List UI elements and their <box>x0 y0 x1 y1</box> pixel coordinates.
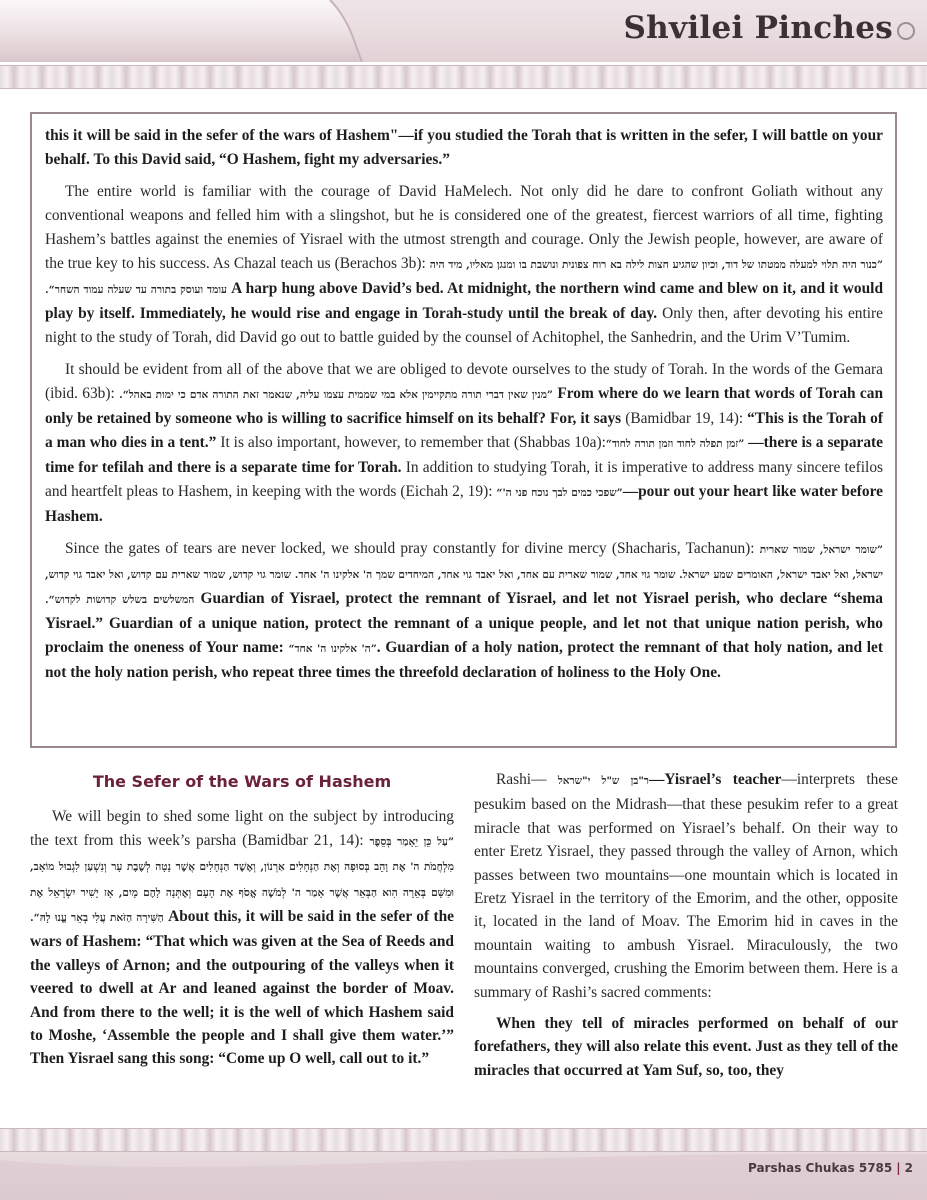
page-number: 2 <box>904 1161 913 1175</box>
bold-text: Guardian of Yisrael, protect the remnant of Yisrael, and let not Yisrael perish, who declare “shema Yisrael.” Guardian of a unique nation, protect the remnant of a unique people, and let not that unique nation perish, who proclaim the oneness of Your name: <box>45 590 883 656</box>
hebrew-quote: ”זמן תפלה לחוד וזמן תורה לחוד“ <box>605 438 745 450</box>
bold-text: this it will be said in the sefer of the wars of Hashem"—if you studied the Torah that is written in the sefer, I will battle on your behalf. To this David said, “O Hashem, fight my adversaries.” <box>45 127 883 168</box>
hebrew-quote: ”ה' אלקינו ה' אחד“ <box>288 643 377 655</box>
hebrew-quote: ”מנין שאין דברי תורה מתקיימין אלא במי שממית עצמו עליה, שנאמר זאת התורה אדם כי ימות באהל“. <box>119 389 553 401</box>
hebrew-quote: ”כנור היה תלוי למעלה ממטתו של דוד, וכיון שהגיע חצות לילה בא רוח צפונית ונושבת בו ומנגן מאליו, מיד היה עומד ועוסק בתורה עד שעלה עמוד השחר“. <box>45 259 883 296</box>
body-text: In addition to studying Torah, it is imperative to address many sincere tefilos and heartfelt pleas to Hashem, in keeping with the words (Eichah 2, 19): <box>45 459 883 500</box>
page-footer <box>748 1161 913 1175</box>
body-text: It should be evident from all of the above that we are obliged to devote ourselves to the study of Torah. In the words of the Gemara (ibid. 63b): <box>45 361 883 402</box>
body-text: The entire world is familiar with the courage of David HaMelech. Not only did he dare to confront Goliath without any conventional weapons and felled him with a slingshot, but he is considered one of the greatest, fiercest warriors of all time, fighting Hashem’s battles against the enemies of Yisrael with the utmost strength and courage. Only the Jewish people, however, are aware of the true key to his success. As Chazal teach us (Berachos 3b): <box>45 183 883 272</box>
bold-text: When they tell of miracles performed on behalf of our forefathers, they will also relate this event. Just as they tell of the miracles that occurred at Yam Suf, so, too, they <box>474 1015 898 1079</box>
box-paragraph-1 <box>45 124 883 172</box>
right-column <box>474 768 898 1090</box>
bold-text: A harp hung above David’s bed. At midnight, the northern wind came and blew on it, and it would play by itself. Immediately, he would rise and engage in Torah-study until the break of day. <box>45 280 884 322</box>
bold-text: From where do we learn that words of Torah can only be retained by someone who is willing to sacrifice himself on its behalf? For, it says <box>45 385 884 427</box>
parsha-label: Parshas Chukas 5785 <box>747 1161 893 1175</box>
left-column <box>30 768 454 1079</box>
hebrew-quote: ר"בן ש"ל י"שראל <box>557 775 649 787</box>
body-text: Since the gates of tears are never locked, we should pray constantly for divine mercy (Shacharis, Tachanun): <box>65 540 760 557</box>
bold-text: —Yisrael’s teacher <box>648 771 782 788</box>
hebrew-quote: ”שפכי כמים לבך נוכח פני ה'“ <box>496 487 623 499</box>
bold-text: “This is the Torah of a man who dies in a tent.” <box>45 410 883 451</box>
bold-text: . Guardian of a holy nation, protect the remnant of that holy nation, and let not the holy nation perish, who repeat three times the threefold declaration of holiness to the Holy One. <box>45 639 884 681</box>
body-text: (Bamidbar 19, 14): <box>621 410 748 427</box>
body-text: —interprets these pesukim based on the Midrash—that these pesukim refer to a great miracle that was performed on Yisrael’s behalf. On their way to enter Eretz Yisrael, they passed through the valley of Arnon, which passes between two mountains—one mountain which is located in Eretz Yisrael in the territory of the Emorim, and the other, opposite it, located in the land of Moav. The Emorim hid in caves in the mountain waiting to ambush Yisrael. Miraculously, the two mountains converged, crushing the Emorim between them. Here is a summary of Rashi’s sacred comments: <box>474 771 898 1001</box>
body-text: It is also important, however, to remember that (Shabbas 10a): <box>216 434 606 451</box>
footer-separator: | <box>896 1161 901 1175</box>
right-paragraph-1 <box>474 768 898 1004</box>
body-text: Only then, after devoting his entire night to the study of Torah, did David go out to battle guided by the counsel of Achitophel, the Sanhedrin, and the Urim V’Tumim. <box>45 305 883 346</box>
right-paragraph-2 <box>474 1012 898 1082</box>
swirl-logo-icon <box>897 22 915 40</box>
bold-text: —there is a separate time for tefilah and there is a separate time for Torah. <box>45 434 884 476</box>
body-text: We will begin to shed some light on the subject by introducing the text from this week’s parsha (Bamidbar 21, 14): <box>30 808 454 849</box>
bordered-text-box <box>30 112 897 748</box>
box-paragraph-4 <box>45 537 883 685</box>
hebrew-quote: ”שומר ישראל, שמור שארית ישראל, ואל יאבד ישראל, האומרים שמע ישראל. שומר גוי אחד, שמור שארית עם אחד, ואל יאבד גוי אחד, המיחדים שמך ה' אלקינו ה' אחד. שומר גוי קדוש, שמור שארית עם קדוש, ואל יאבד גוי קדוש, המשלשים בשלש קדושות לקדוש“. <box>45 544 884 606</box>
box-paragraph-2 <box>45 180 883 350</box>
ornamental-border-top <box>0 65 927 89</box>
bold-text: —pour out your heart like water before Hashem. <box>45 483 883 525</box>
publication-title: Shvilei Pinches <box>623 10 893 46</box>
box-paragraph-3 <box>45 358 883 529</box>
left-paragraph <box>30 805 454 1070</box>
body-text: Rashi— <box>496 771 558 788</box>
section-heading: The Sefer of the Wars of Hashem <box>92 772 392 791</box>
bold-text: About this, it will be said in the sefer of the wars of Hashem: “That which was given at the Sea of Reeds and the valleys of Arnon; and the outpouring of the valleys when it veered to dwell at Ar and leaned against the border of Moav. And from there to the well; it is the well of which Hashem said to Moshe, ‘Assemble the people and I shall give them water.’” Then Yisrael sang this song: “Come up O well, call out to it.” <box>30 908 454 1068</box>
hebrew-quote: ”עַל כֵּן יֵאָמַר בְּסֵפֶר מִלְחֲמֹת ה' אֶת וָהֵב בְּסוּפָה וְאֶת הַנְּחָלִים אַרְנוֹן, וְאֶשֶׁד הַנְּחָלִים אֲשֶׁר נָטָה לְשֶׁבֶת עָר וְנִשְׁעַן לִגְבוּל מוֹאָב, וּמִשָּׁם בְּאֵרָה הִוא הַבְּאֵר אֲשֶׁר אָמַר ה' לְמֹשֶׁה אֱסֹף אֶת הָעָם וְאֶתְּנָה לָהֶם מָיִם, אָז יָשִׁיר יִשְׂרָאֵל אֶת הַשִּׁירָה הַזֹּאת עֲלִי בְאֵר עֱנוּ לָהּ“. <box>30 835 454 925</box>
